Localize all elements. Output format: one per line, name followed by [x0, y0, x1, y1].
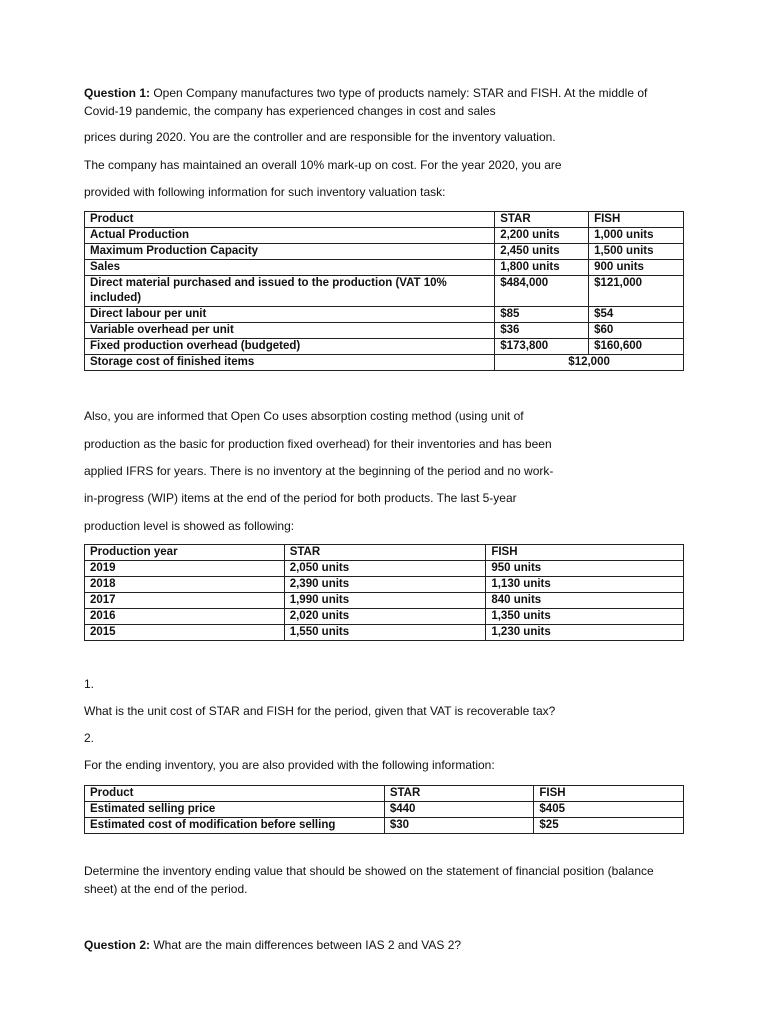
table-row [85, 577, 684, 593]
table-header-cell: FISH [589, 212, 684, 228]
question-2 [84, 936, 684, 954]
question-number-1: 1. [84, 677, 95, 691]
table-cell: $30 [384, 818, 534, 834]
table-cell: 1,500 units [589, 244, 684, 260]
table-cell: $405 [534, 802, 684, 818]
paragraph-2-line-4: in-progress (WIP) items at the end of the period for both products. The last 5-year [84, 491, 517, 505]
table-cell: 1,230 units [486, 625, 684, 641]
table-cell: Direct labour per unit [85, 307, 495, 323]
question-1-intro-text: Open Company manufactures two type of products namely: STAR and FISH. At the middle of Covid-19 pandemic, the company has experienced changes in cost and sales [84, 86, 648, 118]
table-cell: 840 units [486, 593, 684, 609]
table-cell: $25 [534, 818, 684, 834]
table-cell: Actual Production [85, 228, 495, 244]
question-text-1: What is the unit cost of STAR and FISH for the period, given that VAT is recoverable tax? [84, 704, 556, 718]
table-header-cell: STAR [284, 545, 486, 561]
question-1-line-2: prices during 2020. You are the controller and are responsible for the inventory valuation. [84, 130, 556, 144]
table-cell: Estimated cost of modification before selling [85, 818, 385, 834]
paragraph-2-line-3: applied IFRS for years. There is no inventory at the beginning of the period and no work- [84, 464, 554, 478]
table-row [85, 228, 684, 244]
table-cell: 2,450 units [495, 244, 589, 260]
paragraph-2-line-5: production level is showed as following: [84, 519, 295, 533]
question-number-2: 2. [84, 731, 95, 745]
question-2-text: What are the main differences between IAS 2 and VAS 2? [150, 938, 462, 952]
question-text-2: For the ending inventory, you are also provided with the following information: [84, 758, 495, 772]
table-row [85, 625, 684, 641]
table-header-cell: FISH [534, 786, 684, 802]
table-cell: $54 [589, 307, 684, 323]
storage-cost-label: Storage cost of finished items [85, 355, 495, 371]
table-cell: $160,600 [589, 339, 684, 355]
question-2-label: Question 2: [84, 938, 151, 952]
table-row [85, 593, 684, 609]
question-1-intro [84, 84, 684, 120]
table-header-cell: Production year [85, 545, 285, 561]
product-info-table [84, 211, 684, 371]
table-cell: $60 [589, 323, 684, 339]
question-1-line-4: provided with following information for such inventory valuation task: [84, 185, 446, 199]
production-history-table [84, 544, 684, 641]
table-row [85, 802, 684, 818]
table-row [85, 323, 684, 339]
determine-paragraph: Determine the inventory ending value that should be showed on the statement of financial position (balance sheet) at the end of the period. [84, 864, 654, 896]
table-cell: 1,350 units [486, 609, 684, 625]
table-row [85, 609, 684, 625]
table-row [85, 818, 684, 834]
table-cell: 900 units [589, 260, 684, 276]
table-cell: $85 [495, 307, 589, 323]
table-cell: 2018 [85, 577, 285, 593]
table-cell: Direct material purchased and issued to the production (VAT 10% included) [85, 276, 495, 307]
table-row [85, 244, 684, 260]
table-cell: 1,550 units [284, 625, 486, 641]
table-cell: 1,800 units [495, 260, 589, 276]
table-cell: Maximum Production Capacity [85, 244, 495, 260]
table-row [85, 786, 684, 802]
table-header-cell: Product [85, 786, 385, 802]
table-cell: 1,990 units [284, 593, 486, 609]
storage-cost-value: $12,000 [495, 355, 684, 371]
paragraph-2-line-1: Also, you are informed that Open Co uses absorption costing method (using unit of [84, 409, 524, 423]
paragraph-2-line-2: production as the basic for production fixed overhead) for their inventories and has been [84, 437, 552, 451]
table-row [85, 307, 684, 323]
ending-inventory-table [84, 785, 684, 834]
table-cell: $440 [384, 802, 534, 818]
table-cell: 950 units [486, 561, 684, 577]
table-cell: Variable overhead per unit [85, 323, 495, 339]
table-cell: 2,020 units [284, 609, 486, 625]
table-cell: 2016 [85, 609, 285, 625]
table-row [85, 260, 684, 276]
table-row [85, 212, 684, 228]
table-cell: 2017 [85, 593, 285, 609]
table-cell: 1,000 units [589, 228, 684, 244]
table-cell: 2015 [85, 625, 285, 641]
table-cell: 2,050 units [284, 561, 486, 577]
table-row [85, 561, 684, 577]
table-cell: 1,130 units [486, 577, 684, 593]
question-1-label: Question 1: [84, 86, 151, 100]
question-1-line-3: The company has maintained an overall 10% mark-up on cost. For the year 2020, you are [84, 158, 562, 172]
table-cell: Estimated selling price [85, 802, 385, 818]
table-cell: 2,390 units [284, 577, 486, 593]
table-cell: Fixed production overhead (budgeted) [85, 339, 495, 355]
table-header-cell: Product [85, 212, 495, 228]
table-row [85, 545, 684, 561]
table-cell: $121,000 [589, 276, 684, 307]
table-cell: $173,800 [495, 339, 589, 355]
table-cell: $36 [495, 323, 589, 339]
table-cell: 2019 [85, 561, 285, 577]
table-header-cell: FISH [486, 545, 684, 561]
table-row [85, 355, 684, 371]
table-row [85, 276, 684, 307]
table-cell: Sales [85, 260, 495, 276]
table-cell: 2,200 units [495, 228, 589, 244]
table-header-cell: STAR [495, 212, 589, 228]
table-row [85, 339, 684, 355]
table-cell: $484,000 [495, 276, 589, 307]
table-header-cell: STAR [384, 786, 534, 802]
